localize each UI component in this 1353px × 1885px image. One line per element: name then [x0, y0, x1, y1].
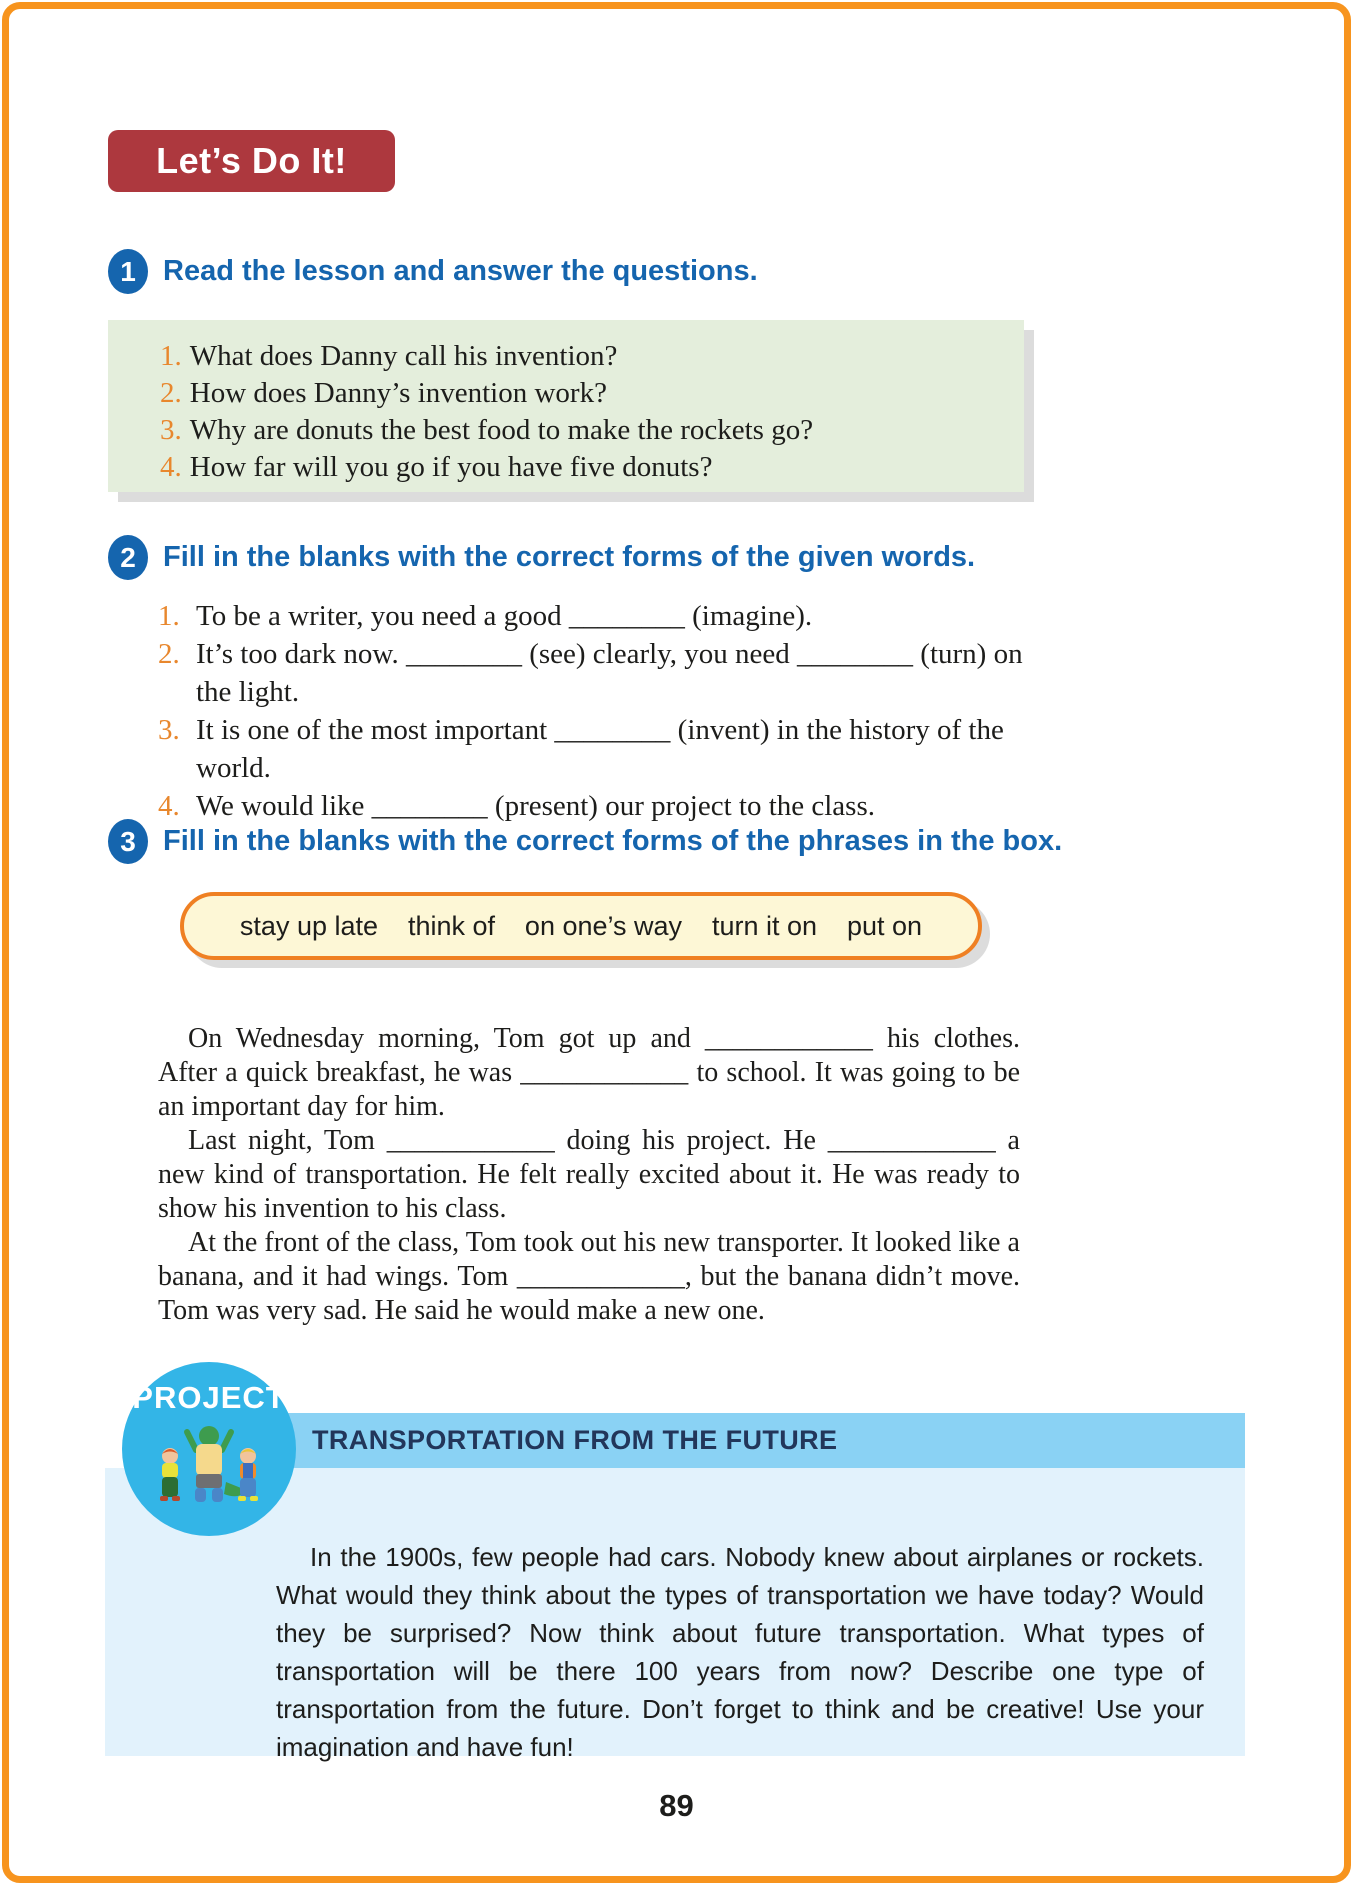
exercise1-title: Read the lesson and answer the questions.: [163, 255, 758, 287]
exercise3-number-badge: 3: [108, 819, 148, 864]
list-item: [160, 412, 1004, 449]
phrase-box: [180, 892, 982, 960]
cloze-story: [158, 1022, 1020, 1328]
item-number: 4.: [158, 790, 180, 822]
phrase: put on: [846, 910, 923, 941]
project-characters-illustration: [146, 1416, 272, 1516]
exercise2-heading: [108, 535, 975, 580]
page-number: 89: [659, 1788, 694, 1823]
story-paragraph: On Wednesday morning, Tom got up and ____________ his clothes. After a quick breakfast, he was ____________ to school. It was going to be an important day for him.: [158, 1023, 1020, 1122]
list-item: [158, 597, 1042, 635]
question-number: 4.: [160, 451, 182, 483]
list-item: [160, 338, 1004, 375]
exercise2-items: [158, 597, 1042, 825]
list-item: [158, 711, 1042, 787]
exercise1-questions-box: [108, 320, 1024, 492]
story-paragraph: At the front of the class, Tom took out his new transporter. It looked like a banana, and it had wings. Tom ____________, but the banana didn’t move. Tom was very sad. He said he would make a new one.: [158, 1227, 1020, 1326]
list-item: [160, 375, 1004, 412]
project-badge-circle: [122, 1362, 296, 1536]
list-item: [158, 635, 1042, 711]
question-number: 1.: [160, 340, 182, 372]
question-text: What does Danny call his invention?: [189, 340, 618, 372]
exercise3-title: Fill in the blanks with the correct forms of the phrases in the box.: [163, 825, 1063, 857]
phrase: stay up late: [239, 910, 379, 941]
story-paragraph: Last night, Tom ____________ doing his project. He ____________ a new kind of transportation. He felt really excited about it. He was ready to show his invention to his class.: [158, 1125, 1020, 1224]
item-text: We would like ________ (present) our project to the class.: [196, 790, 875, 822]
exercise1-heading: [108, 249, 758, 294]
item-text: It’s too dark now. ________ (see) clearly, you need ________ (turn) on the light.: [196, 638, 1023, 708]
item-text: To be a writer, you need a good ________ (imagine).: [196, 600, 813, 632]
question-number: 3.: [160, 414, 182, 446]
exercise3-heading: [108, 819, 1062, 864]
question-text: How does Danny’s invention work?: [189, 377, 607, 409]
phrase: on one’s way: [524, 910, 683, 941]
phrase: turn it on: [711, 910, 818, 941]
exercise2-title: Fill in the blanks with the correct forms of the given words.: [163, 541, 976, 573]
item-text: It is one of the most important ________ (invent) in the history of the world.: [196, 714, 1004, 784]
exercise1-number-badge: 1: [108, 249, 148, 294]
question-text: How far will you go if you have five donuts?: [189, 451, 713, 483]
lets-do-it-banner: [108, 130, 395, 192]
item-number: 3.: [158, 714, 180, 746]
item-number: 1.: [158, 600, 180, 632]
exercise2-number-badge: 2: [108, 535, 148, 580]
project-title-bar: [250, 1413, 1245, 1468]
phrase: think of: [407, 910, 495, 941]
project-body-text: In the 1900s, few people had cars. Nobody knew about airplanes or rockets. What would they think about the types of transportation we have today? Would they be surprised? Now think about future transportation. What types of transportation will be there 100 years from now? Describe one type of transportation from the future. Don’t forget to think and be creative! Use your imagination and have fun!: [276, 1542, 1204, 1762]
list-item: [160, 449, 1004, 486]
project-badge-label: PROJECT: [132, 1380, 286, 1415]
question-text: Why are donuts the best food to make the rockets go?: [189, 414, 814, 446]
question-number: 2.: [160, 377, 182, 409]
project-title: TRANSPORTATION FROM THE FUTURE: [312, 1425, 838, 1455]
item-number: 2.: [158, 638, 180, 670]
lets-do-it-banner-label: Let’s Do It!: [156, 140, 347, 181]
